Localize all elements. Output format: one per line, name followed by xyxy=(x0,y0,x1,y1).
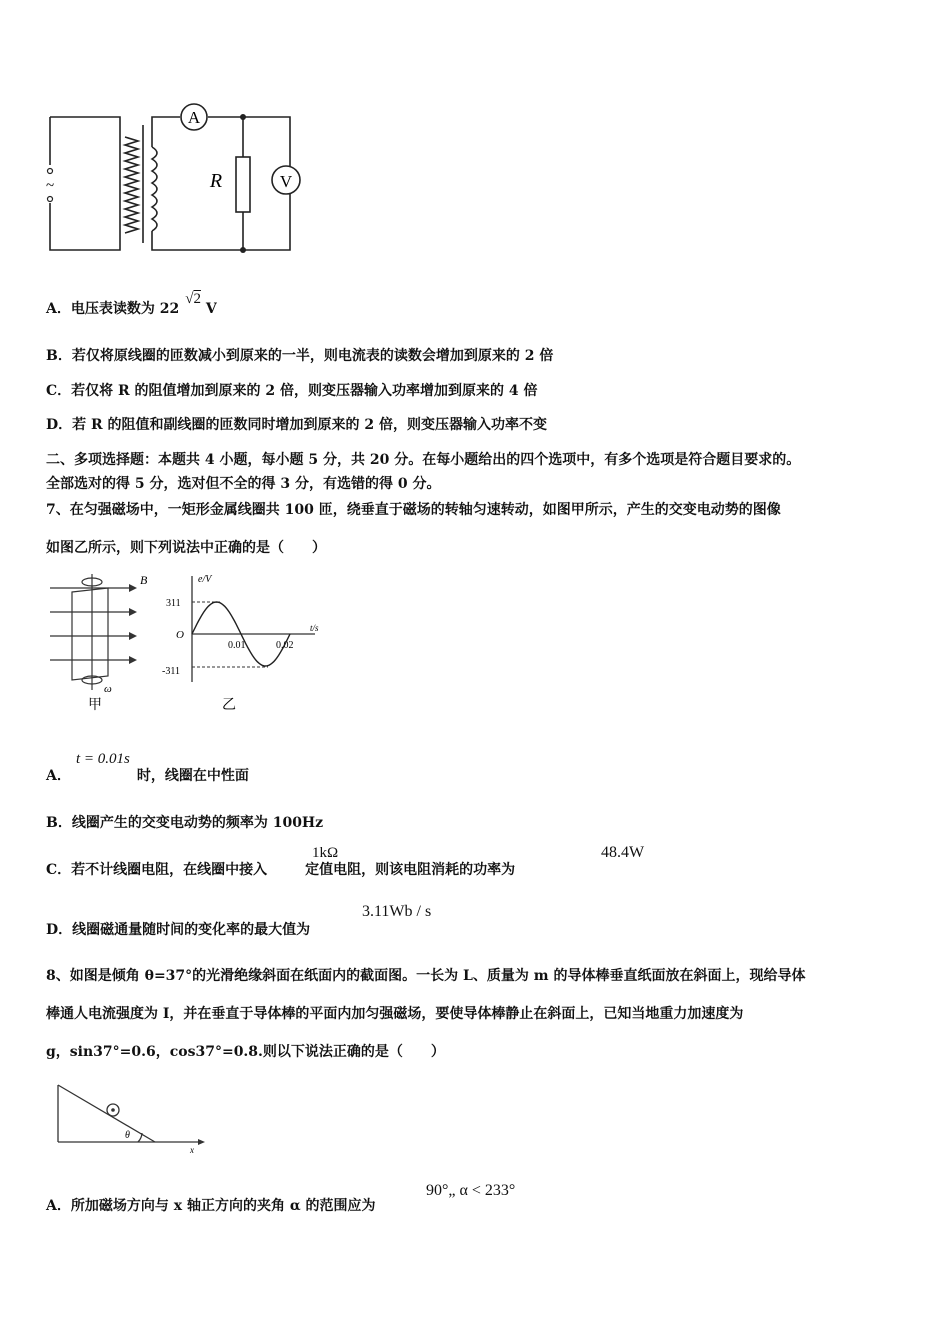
q7-option-a-label: A． xyxy=(46,768,71,784)
q7-option-c-mid: 定值电阻，则该电阻消耗的功率为 xyxy=(305,862,516,878)
omega-label: ω xyxy=(104,683,112,695)
q8-stem-line1: 8、如图是倾角 θ=37°的光滑绝缘斜面在纸面内的截面图。一长为 L、质量为 m 的导体棒垂直纸面放在斜面上，现给导体 xyxy=(46,968,806,984)
q7-option-b: B．线圈产生的交变电动势的频率为 100Hz xyxy=(46,815,324,831)
q6-option-a-sqrt: 2 xyxy=(193,291,201,307)
y-tick-min: -311 xyxy=(162,666,180,677)
sqrt-symbol: √2 xyxy=(185,291,201,307)
coil-figure-jia xyxy=(44,570,154,715)
conductor-rod xyxy=(111,1108,115,1112)
section2-heading-line1: 二、多项选择题：本题共 4 小题，每小题 5 分，共 20 分。在每小题给出的四个选项中，有多个选项是符合题目要求的。 xyxy=(46,452,801,468)
q8-stem-line3: g，sin37°=0.6，cos37°=0.8.则以下说法正确的是（ ） xyxy=(46,1044,445,1060)
resistor-label: R xyxy=(209,170,223,192)
q7-option-c-pre: C．若不计线圈电阻，在线圈中接入 xyxy=(46,862,268,878)
q8-option-a xyxy=(46,1182,516,1215)
q7-option-a-math: t = 0.01s xyxy=(76,751,130,767)
x-axis-label: t/s xyxy=(310,623,319,633)
q7-option-a xyxy=(46,751,249,785)
q8-option-a-range: 90°„ α < 233° xyxy=(426,1182,516,1199)
transformer-circuit-figure xyxy=(40,95,310,265)
y-tick-max: 311 xyxy=(166,598,181,609)
field-b-label: B xyxy=(140,573,148,587)
y-axis-label: e/V xyxy=(198,574,212,585)
incline-figure xyxy=(50,1080,210,1155)
q7-stem-line1: 7、在匀强磁场中，一矩形金属线圈共 100 匝，绕垂直于磁场的转轴匀速转动，如图甲所示，产生的交变电动势的图像 xyxy=(46,502,781,518)
source-symbol: ~ xyxy=(45,178,55,194)
figure-jia-caption: 甲 xyxy=(88,698,102,713)
q7-option-d-rate: 3.11Wb / s xyxy=(362,903,432,920)
q6-option-d: D．若 R 的阻值和副线圈的匝数同时增加到原来的 2 倍，则变压器输入功率不变 xyxy=(46,417,548,433)
q7-option-c-power: 48.4W xyxy=(601,844,645,861)
ammeter-label: A xyxy=(187,108,201,127)
q7-stem-line2: 如图乙所示，则下列说法中正确的是（ ） xyxy=(46,540,326,556)
x-tick-2: 0.02 xyxy=(276,640,294,651)
x-axis-label-incline: x xyxy=(190,1145,194,1155)
q6-option-a-pre: A．电压表读数为 22 xyxy=(46,301,180,317)
origin-label: O xyxy=(176,629,184,641)
q8-option-a-pre: A．所加磁场方向与 x 轴正方向的夹角 α 的范围应为 xyxy=(46,1198,376,1214)
voltmeter-label: V xyxy=(279,172,293,191)
emf-graph-yi xyxy=(160,570,330,715)
incline-angle-label: θ xyxy=(125,1130,130,1141)
q6-option-c: C．若仅将 R 的阻值增加到原来的 2 倍，则变压器输入功率增加到原来的 4 倍 xyxy=(46,383,538,399)
section2-heading-line2: 全部选对的得 5 分，选对但不全的得 3 分，有选错的得 0 分。 xyxy=(46,476,441,492)
q7-option-a-text: 时，线圈在中性面 xyxy=(136,768,249,784)
q8-stem-line2: 棒通人电流强度为 I，并在垂直于导体棒的平面内加匀强磁场，要使导体棒静止在斜面上，已知当地重力加速度为 xyxy=(46,1006,744,1022)
q7-option-d xyxy=(46,903,432,939)
x-tick-1: 0.01 xyxy=(228,640,246,651)
q6-option-a xyxy=(46,291,217,318)
q7-option-c-resistance: 1kΩ xyxy=(312,845,339,861)
q6-option-a-unit: V xyxy=(205,301,217,317)
q7-option-c xyxy=(46,844,645,879)
q6-option-b: B．若仅将原线圈的匝数减小到原来的一半，则电流表的读数会增加到原来的 2 倍 xyxy=(46,348,554,364)
figure-yi-caption: 乙 xyxy=(222,698,236,713)
q7-option-d-pre: D．线圈磁通量随时间的变化率的最大值为 xyxy=(46,922,311,938)
